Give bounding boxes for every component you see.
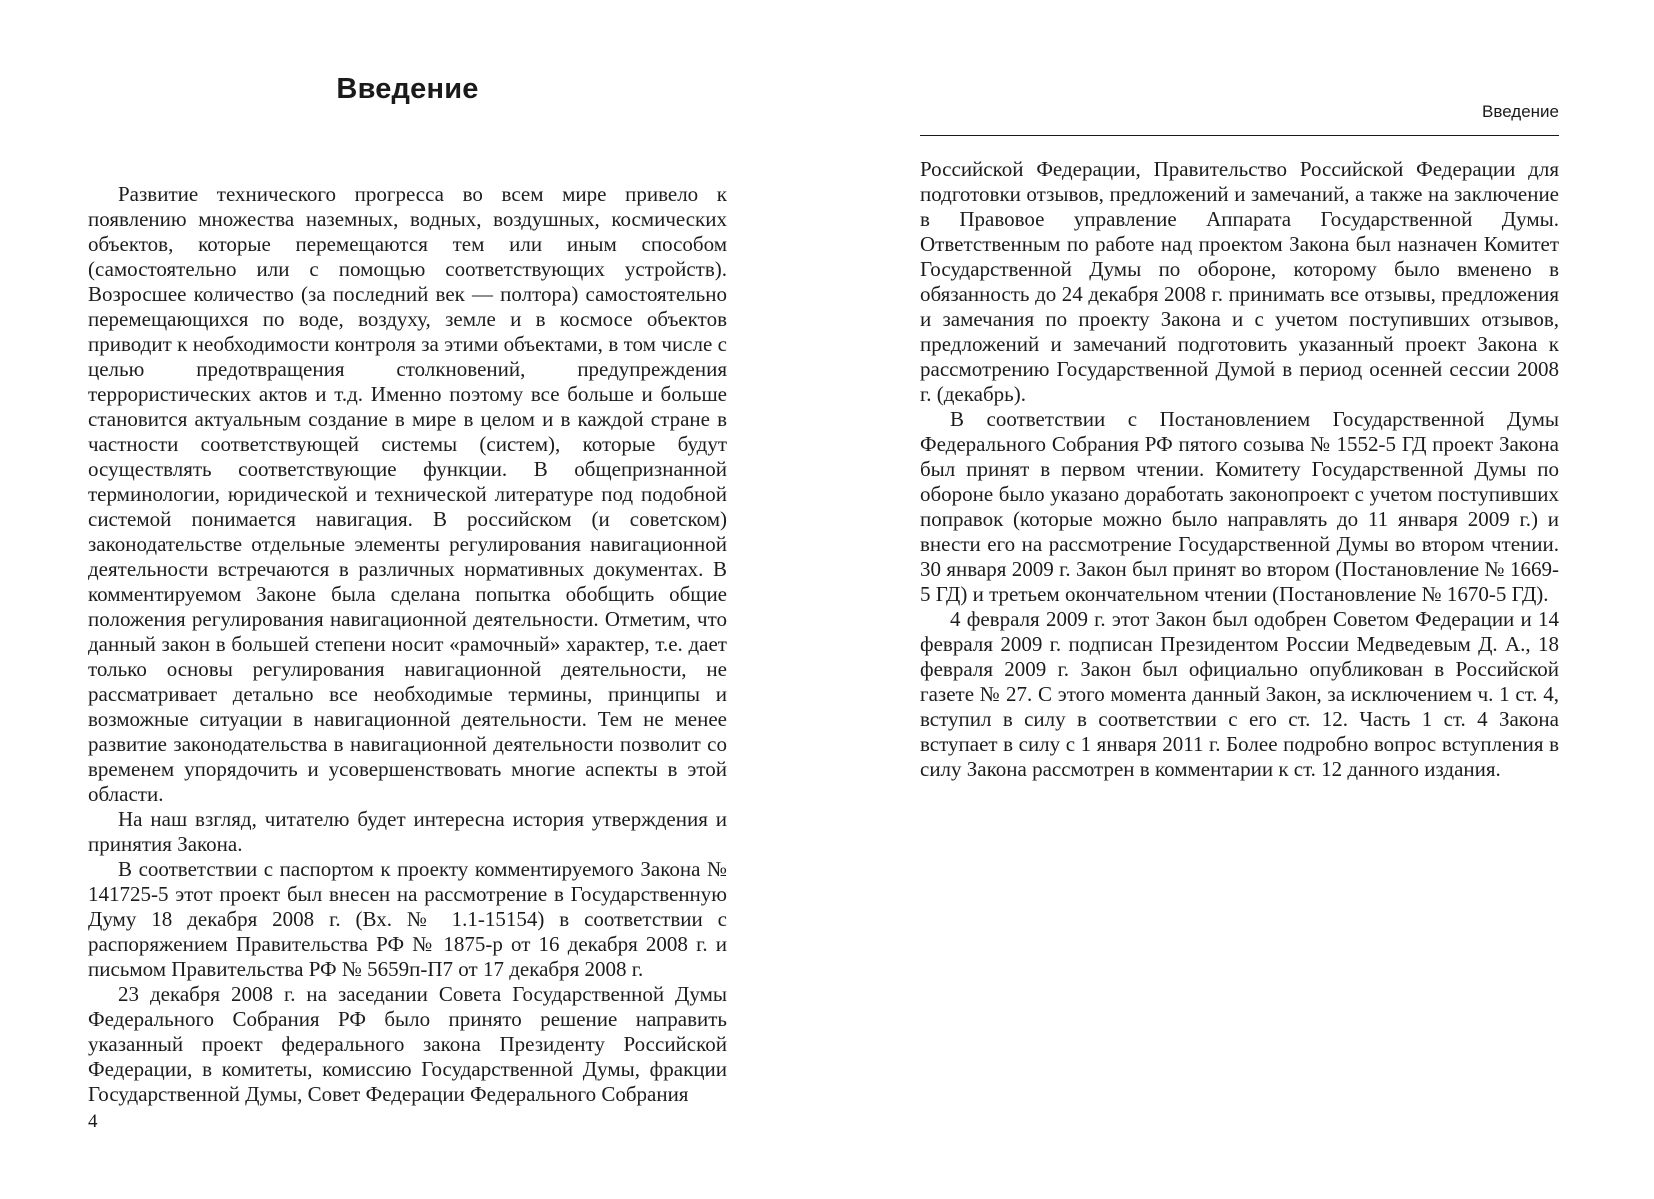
right-page [827,0,1654,1199]
right-page-body [920,157,1559,782]
chapter-title: Введение [336,73,479,105]
running-head: Введение [1482,102,1559,121]
paragraph: В соответствии с паспортом к проекту комментируемого Закона № 141725-5 этот проект был внесен на рассмотрение в Государственную Думу 18 декабря 2008 г. (Вх. № 1.1-15154) в соответствии с распоряжением Правительства РФ № 1875-р от 16 декабря 2008 г. и письмом Правительства РФ № 5659п-П7 от 17 декабря 2008 г. [88,857,727,981]
paragraph: Развитие технического прогресса во всем мире привело к появлению множества наземных, водных, воздушных, космических объектов, которые перемещаются тем или иным способом (самостоятельно или с помощью соответствующих устройств). Возросшее количество (за последний век — полтора) самостоятельно перемещающихся по воде, воздуху, земле и в космосе объектов приводит к необходимости контроля за этими объектами, в том числе с целью предотвращения столкновений, предупреждения террористических актов и т.д. Именно поэтому все больше и больше становится актуальным создание в мире в целом и в каждой стране в частности соответствующей системы (систем), которые будут осуществлять соответствующие функции. В общепризнанной терминологии, юридической и технической литературе под подобной системой понимается навигация. В российском (и советском) законодательстве отдельные элементы регулирования навигационной деятельности встречаются в различных нормативных документах. В комментируемом Законе была сделана попытка обобщить общие положения регулирования навигационной деятельности. Отметим, что данный закон в большей степени носит «рамочный» характер, т.е. дает только основы регулирования навигационной деятельности, не рассматривает детально все необходимые термины, принципы и возможные ситуации в навигационной деятельности. Тем не менее развитие законодательства в навигационной деятельности позволит со временем упорядочить и усовершенствовать многие аспекты в этой области. [88,182,727,806]
page-number: 4 [88,1111,98,1132]
header-rule [920,135,1559,136]
paragraph: В соответствии с Постановлением Государственной Думы Федерального Собрания РФ пятого созыва № 1552-5 ГД проект Закона был принят в первом чтении. Комитету Государственной Думы по обороне было указано доработать законопроект с учетом поступивших поправок (которые можно было направлять до 11 января 2009 г.) и внести его на рассмотрение Государственной Думы во втором чтении. 30 января 2009 г. Закон был принят во втором (Постановление № 1669-5 ГД) и третьем окончательном чтении (Постановление № 1670-5 ГД). [920,407,1559,606]
paragraph: На наш взгляд, читателю будет интересна история утверждения и принятия Закона. [88,807,727,856]
left-page-body [88,182,727,1107]
paragraph: 23 декабря 2008 г. на заседании Совета Государственной Думы Федерального Собрания РФ было принято решение направить указанный проект федерального закона Президенту Российской Федерации, в комитеты, комиссию Государственной Думы, фракции Государственной Думы, Совет Федерации Федерального Собрания [88,982,727,1106]
paragraph: 4 февраля 2009 г. этот Закон был одобрен Советом Федерации и 14 февраля 2009 г. подписан Президентом России Медведевым Д. А., 18 февраля 2009 г. Закон был официально опубликован в Российской газете № 27. С этого момента данный Закон, за исключением ч. 1 ст. 4, вступил в силу в соответствии с его ст. 12. Часть 1 ст. 4 Закона вступает в силу с 1 января 2011 г. Более подробно вопрос вступления в силу Закона рассмотрен в комментарии к ст. 12 данного издания. [920,607,1559,781]
continued-paragraph: Российской Федерации, Правительство Российской Федерации для подготовки отзывов, предложений и замечаний, а также на заключение в Правовое управление Аппарата Государственной Думы. Ответственным по работе над проектом Закона был назначен Комитет Государственной Думы по обороне, которому было вменено в обязанность до 24 декабря 2008 г. принимать все отзывы, предложения и замечания по проекту Закона и с учетом поступивших отзывов, предложений и замечаний подготовить указанный проект Закона к рассмотрению Государственной Думой в период осенней сессии 2008 г. (декабрь). [920,157,1559,406]
